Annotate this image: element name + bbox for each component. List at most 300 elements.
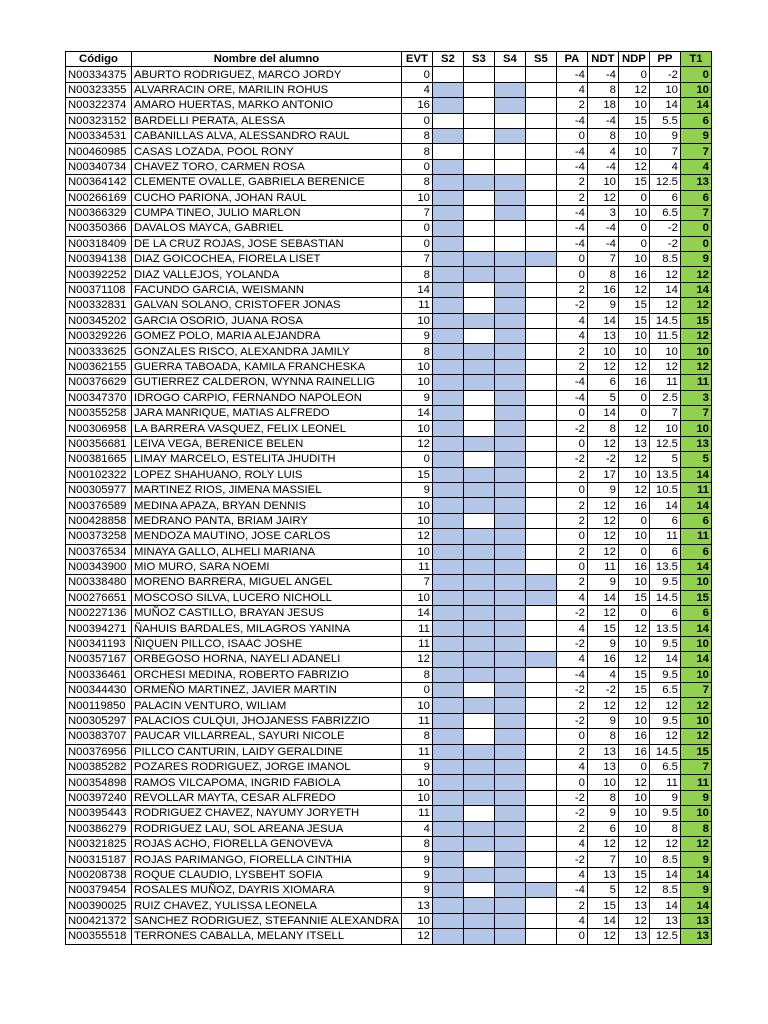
cell-pa[interactable]: 2 (556, 344, 587, 359)
cell-s2[interactable] (432, 559, 463, 574)
cell-pa[interactable]: 2 (556, 175, 587, 190)
cell-codigo[interactable]: N00344430 (66, 683, 132, 698)
cell-s3[interactable] (463, 98, 494, 113)
cell-nombre[interactable]: MENDOZA MAUTINO, JOSE CARLOS (132, 529, 402, 544)
cell-pa[interactable]: -2 (556, 298, 587, 313)
cell-nombre[interactable]: GUERRA TABOADA, KAMILA FRANCHESKA (132, 359, 402, 374)
cell-s3[interactable] (463, 606, 494, 621)
cell-s3[interactable] (463, 298, 494, 313)
header-evt[interactable]: EVT (401, 52, 432, 67)
cell-s5[interactable] (525, 667, 556, 682)
cell-s4[interactable] (494, 898, 525, 913)
cell-nombre[interactable]: MINAYA GALLO, ALHELI MARIANA (132, 544, 402, 559)
cell-ndp[interactable]: 16 (618, 559, 649, 574)
cell-s3[interactable] (463, 929, 494, 944)
cell-ndt[interactable]: 4 (587, 667, 618, 682)
cell-codigo[interactable]: N00305977 (66, 482, 132, 497)
cell-pp[interactable]: 9 (649, 128, 680, 143)
cell-t1[interactable]: 6 (680, 513, 711, 528)
cell-s2[interactable] (432, 713, 463, 728)
cell-pp[interactable]: 14 (649, 652, 680, 667)
cell-s2[interactable] (432, 913, 463, 928)
cell-ndp[interactable]: 16 (618, 267, 649, 282)
cell-s2[interactable] (432, 759, 463, 774)
cell-pa[interactable]: 2 (556, 698, 587, 713)
cell-s3[interactable] (463, 836, 494, 851)
cell-s4[interactable] (494, 421, 525, 436)
cell-s4[interactable] (494, 852, 525, 867)
cell-codigo[interactable]: N00208738 (66, 867, 132, 882)
cell-codigo[interactable]: N00376629 (66, 375, 132, 390)
cell-pa[interactable]: -2 (556, 713, 587, 728)
cell-s3[interactable] (463, 559, 494, 574)
cell-codigo[interactable]: N00376589 (66, 498, 132, 513)
cell-codigo[interactable]: N00385282 (66, 759, 132, 774)
cell-ndp[interactable]: 16 (618, 375, 649, 390)
cell-evt[interactable]: 10 (401, 775, 432, 790)
cell-pa[interactable]: 4 (556, 759, 587, 774)
cell-ndt[interactable]: 9 (587, 806, 618, 821)
cell-pp[interactable]: 14 (649, 498, 680, 513)
cell-s5[interactable] (525, 559, 556, 574)
cell-s4[interactable] (494, 482, 525, 497)
cell-codigo[interactable]: N00347370 (66, 390, 132, 405)
cell-t1[interactable]: 6 (680, 544, 711, 559)
cell-ndp[interactable]: 12 (618, 159, 649, 174)
cell-t1[interactable]: 9 (680, 128, 711, 143)
cell-pp[interactable]: 11 (649, 775, 680, 790)
cell-s2[interactable] (432, 606, 463, 621)
cell-s5[interactable] (525, 913, 556, 928)
cell-s2[interactable] (432, 775, 463, 790)
cell-codigo[interactable]: N00421372 (66, 913, 132, 928)
cell-pp[interactable]: 14 (649, 282, 680, 297)
cell-pp[interactable]: 8 (649, 821, 680, 836)
cell-s5[interactable] (525, 82, 556, 97)
cell-s2[interactable] (432, 667, 463, 682)
cell-ndp[interactable]: 12 (618, 698, 649, 713)
cell-pp[interactable]: 13.5 (649, 467, 680, 482)
cell-t1[interactable]: 7 (680, 759, 711, 774)
cell-s5[interactable] (525, 128, 556, 143)
cell-s2[interactable] (432, 375, 463, 390)
cell-ndt[interactable]: -4 (587, 221, 618, 236)
cell-t1[interactable]: 13 (680, 929, 711, 944)
cell-t1[interactable]: 13 (680, 913, 711, 928)
cell-s4[interactable] (494, 282, 525, 297)
cell-nombre[interactable]: LA BARRERA VASQUEZ, FELIX LEONEL (132, 421, 402, 436)
cell-pp[interactable]: 12 (649, 267, 680, 282)
cell-t1[interactable]: 10 (680, 82, 711, 97)
cell-pp[interactable]: 5.5 (649, 113, 680, 128)
cell-codigo[interactable]: N00350366 (66, 221, 132, 236)
cell-ndt[interactable]: 10 (587, 344, 618, 359)
cell-pp[interactable]: 10 (649, 344, 680, 359)
cell-codigo[interactable]: N00323152 (66, 113, 132, 128)
cell-pp[interactable]: 6 (649, 606, 680, 621)
header-s3[interactable]: S3 (463, 52, 494, 67)
cell-ndp[interactable]: 10 (618, 806, 649, 821)
cell-ndt[interactable]: -2 (587, 683, 618, 698)
cell-pp[interactable]: 10 (649, 421, 680, 436)
cell-evt[interactable]: 9 (401, 852, 432, 867)
cell-ndt[interactable]: 14 (587, 913, 618, 928)
cell-nombre[interactable]: DE LA CRUZ ROJAS, JOSE SEBASTIAN (132, 236, 402, 251)
cell-ndt[interactable]: 12 (587, 436, 618, 451)
cell-s4[interactable] (494, 806, 525, 821)
cell-ndp[interactable]: 12 (618, 883, 649, 898)
cell-s3[interactable] (463, 190, 494, 205)
cell-pa[interactable]: -4 (556, 205, 587, 220)
cell-pp[interactable]: 11.5 (649, 329, 680, 344)
cell-s4[interactable] (494, 452, 525, 467)
cell-ndp[interactable]: 10 (618, 329, 649, 344)
cell-s2[interactable] (432, 329, 463, 344)
cell-s2[interactable] (432, 452, 463, 467)
cell-ndt[interactable]: 12 (587, 929, 618, 944)
cell-s3[interactable] (463, 144, 494, 159)
cell-codigo[interactable]: N00334375 (66, 67, 132, 82)
cell-s2[interactable] (432, 867, 463, 882)
cell-s3[interactable] (463, 421, 494, 436)
cell-ndt[interactable]: 7 (587, 852, 618, 867)
cell-nombre[interactable]: MORENO BARRERA, MIGUEL ANGEL (132, 575, 402, 590)
cell-s3[interactable] (463, 252, 494, 267)
cell-codigo[interactable]: N00102322 (66, 467, 132, 482)
header-pp[interactable]: PP (649, 52, 680, 67)
cell-codigo[interactable]: N00383707 (66, 729, 132, 744)
cell-pp[interactable]: 12.5 (649, 929, 680, 944)
cell-s4[interactable] (494, 559, 525, 574)
cell-s5[interactable] (525, 544, 556, 559)
cell-s3[interactable] (463, 590, 494, 605)
cell-s4[interactable] (494, 698, 525, 713)
cell-s5[interactable] (525, 344, 556, 359)
cell-evt[interactable]: 0 (401, 452, 432, 467)
cell-s2[interactable] (432, 359, 463, 374)
cell-s3[interactable] (463, 82, 494, 97)
cell-nombre[interactable]: PALACIOS CULQUI, JHOJANESS FABRIZZIO (132, 713, 402, 728)
cell-t1[interactable]: 12 (680, 698, 711, 713)
cell-pp[interactable]: 12 (649, 359, 680, 374)
cell-s2[interactable] (432, 698, 463, 713)
cell-ndp[interactable]: 12 (618, 652, 649, 667)
cell-ndt[interactable]: 12 (587, 359, 618, 374)
cell-pp[interactable]: 2.5 (649, 390, 680, 405)
cell-t1[interactable]: 12 (680, 729, 711, 744)
header-s5[interactable]: S5 (525, 52, 556, 67)
cell-pp[interactable]: 12 (649, 298, 680, 313)
cell-nombre[interactable]: FACUNDO GARCIA, WEISMANN (132, 282, 402, 297)
cell-ndp[interactable]: 15 (618, 298, 649, 313)
cell-evt[interactable]: 10 (401, 313, 432, 328)
cell-t1[interactable]: 10 (680, 713, 711, 728)
cell-s5[interactable] (525, 67, 556, 82)
cell-pa[interactable]: -4 (556, 667, 587, 682)
cell-s4[interactable] (494, 590, 525, 605)
cell-pp[interactable]: 10 (649, 82, 680, 97)
cell-evt[interactable]: 9 (401, 883, 432, 898)
cell-pp[interactable]: 12 (649, 836, 680, 851)
cell-ndp[interactable]: 10 (618, 636, 649, 651)
cell-pp[interactable]: 9.5 (649, 636, 680, 651)
cell-s5[interactable] (525, 113, 556, 128)
cell-s2[interactable] (432, 652, 463, 667)
cell-nombre[interactable]: RAMOS VILCAPOMA, INGRID FABIOLA (132, 775, 402, 790)
cell-codigo[interactable]: N00306958 (66, 421, 132, 436)
cell-pp[interactable]: -2 (649, 221, 680, 236)
cell-nombre[interactable]: PALACIN VENTURO, WILIAM (132, 698, 402, 713)
cell-pa[interactable]: 2 (556, 513, 587, 528)
cell-s2[interactable] (432, 390, 463, 405)
cell-s2[interactable] (432, 405, 463, 420)
cell-s3[interactable] (463, 713, 494, 728)
cell-ndp[interactable]: 13 (618, 436, 649, 451)
cell-t1[interactable]: 14 (680, 282, 711, 297)
cell-s4[interactable] (494, 621, 525, 636)
cell-nombre[interactable]: MEDRANO PANTA, BRIAM JAIRY (132, 513, 402, 528)
cell-evt[interactable]: 8 (401, 667, 432, 682)
cell-pa[interactable]: 2 (556, 190, 587, 205)
cell-ndp[interactable]: 10 (618, 205, 649, 220)
cell-ndp[interactable]: 15 (618, 313, 649, 328)
cell-evt[interactable]: 10 (401, 359, 432, 374)
cell-codigo[interactable]: N00376534 (66, 544, 132, 559)
cell-evt[interactable]: 14 (401, 606, 432, 621)
cell-s3[interactable] (463, 913, 494, 928)
cell-pa[interactable]: -4 (556, 159, 587, 174)
cell-ndp[interactable]: 10 (618, 821, 649, 836)
cell-s3[interactable] (463, 575, 494, 590)
cell-nombre[interactable]: TERRONES CABALLA, MELANY ITSELL (132, 929, 402, 944)
cell-evt[interactable]: 0 (401, 67, 432, 82)
cell-nombre[interactable]: IDROGO CARPIO, FERNANDO NAPOLEON (132, 390, 402, 405)
cell-pp[interactable]: 14 (649, 867, 680, 882)
cell-nombre[interactable]: CUMPA TINEO, JULIO MARLON (132, 205, 402, 220)
cell-ndp[interactable]: 10 (618, 467, 649, 482)
cell-t1[interactable]: 13 (680, 436, 711, 451)
cell-t1[interactable]: 12 (680, 267, 711, 282)
cell-nombre[interactable]: RODRIGUEZ CHAVEZ, NAYUMY JORYETH (132, 806, 402, 821)
cell-t1[interactable]: 0 (680, 67, 711, 82)
cell-nombre[interactable]: SANCHEZ RODRIGUEZ, STEFANNIE ALEXANDRA (132, 913, 402, 928)
cell-s2[interactable] (432, 929, 463, 944)
cell-t1[interactable]: 11 (680, 529, 711, 544)
cell-pp[interactable]: 4 (649, 159, 680, 174)
header-ndt[interactable]: NDT (587, 52, 618, 67)
cell-s2[interactable] (432, 267, 463, 282)
cell-s5[interactable] (525, 621, 556, 636)
cell-s2[interactable] (432, 98, 463, 113)
cell-codigo[interactable]: N00334531 (66, 128, 132, 143)
cell-codigo[interactable]: N00355258 (66, 405, 132, 420)
cell-ndt[interactable]: 6 (587, 821, 618, 836)
cell-pa[interactable]: 0 (556, 405, 587, 420)
cell-ndt[interactable]: 13 (587, 744, 618, 759)
cell-s2[interactable] (432, 821, 463, 836)
cell-s2[interactable] (432, 482, 463, 497)
cell-ndp[interactable]: 10 (618, 344, 649, 359)
cell-pa[interactable]: -2 (556, 806, 587, 821)
cell-nombre[interactable]: REVOLLAR MAYTA, CESAR ALFREDO (132, 790, 402, 805)
cell-t1[interactable]: 8 (680, 821, 711, 836)
cell-s3[interactable] (463, 667, 494, 682)
cell-ndp[interactable]: 15 (618, 175, 649, 190)
cell-ndp[interactable]: 10 (618, 529, 649, 544)
cell-ndt[interactable]: 9 (587, 636, 618, 651)
cell-s4[interactable] (494, 821, 525, 836)
cell-s2[interactable] (432, 236, 463, 251)
cell-nombre[interactable]: ALVARRACIN ORE, MARILIN ROHUS (132, 82, 402, 97)
cell-t1[interactable]: 14 (680, 98, 711, 113)
cell-t1[interactable]: 9 (680, 790, 711, 805)
cell-ndp[interactable]: 10 (618, 852, 649, 867)
cell-ndp[interactable]: 10 (618, 713, 649, 728)
cell-codigo[interactable]: N00332831 (66, 298, 132, 313)
cell-codigo[interactable]: N00379454 (66, 883, 132, 898)
cell-pa[interactable]: 4 (556, 329, 587, 344)
cell-s5[interactable] (525, 729, 556, 744)
cell-evt[interactable]: 10 (401, 790, 432, 805)
cell-pp[interactable]: 8.5 (649, 883, 680, 898)
cell-pp[interactable]: 9.5 (649, 667, 680, 682)
cell-pa[interactable]: 2 (556, 898, 587, 913)
cell-ndt[interactable]: 8 (587, 790, 618, 805)
cell-t1[interactable]: 10 (680, 344, 711, 359)
cell-codigo[interactable]: N00395443 (66, 806, 132, 821)
cell-codigo[interactable]: N00366329 (66, 205, 132, 220)
cell-ndp[interactable]: 16 (618, 729, 649, 744)
cell-nombre[interactable]: GUTIERREZ CALDERON, WYNNA RAINELLIG (132, 375, 402, 390)
cell-ndt[interactable]: 13 (587, 759, 618, 774)
cell-nombre[interactable]: DAVALOS MAYCA, GABRIEL (132, 221, 402, 236)
cell-s4[interactable] (494, 667, 525, 682)
cell-s3[interactable] (463, 221, 494, 236)
cell-s5[interactable] (525, 775, 556, 790)
cell-pp[interactable]: 8.5 (649, 852, 680, 867)
cell-pp[interactable]: 6.5 (649, 683, 680, 698)
cell-s5[interactable] (525, 144, 556, 159)
cell-pa[interactable]: 4 (556, 621, 587, 636)
cell-nombre[interactable]: ROJAS ACHO, FIORELLA GENOVEVA (132, 836, 402, 851)
cell-s4[interactable] (494, 436, 525, 451)
cell-nombre[interactable]: MUÑOZ CASTILLO, BRAYAN JESUS (132, 606, 402, 621)
cell-s2[interactable] (432, 544, 463, 559)
cell-ndp[interactable]: 10 (618, 252, 649, 267)
cell-pp[interactable]: 5 (649, 452, 680, 467)
cell-ndt[interactable]: 16 (587, 652, 618, 667)
cell-nombre[interactable]: ROJAS PARIMANGO, FIORELLA CINTHIA (132, 852, 402, 867)
cell-ndt[interactable]: 12 (587, 606, 618, 621)
cell-s4[interactable] (494, 375, 525, 390)
cell-ndt[interactable]: 6 (587, 375, 618, 390)
cell-s3[interactable] (463, 759, 494, 774)
cell-s4[interactable] (494, 329, 525, 344)
cell-evt[interactable]: 10 (401, 421, 432, 436)
cell-pa[interactable]: -4 (556, 113, 587, 128)
cell-evt[interactable]: 9 (401, 759, 432, 774)
cell-pp[interactable]: 8.5 (649, 252, 680, 267)
cell-nombre[interactable]: BARDELLI PERATA, ALESSA (132, 113, 402, 128)
cell-s5[interactable] (525, 221, 556, 236)
cell-evt[interactable]: 8 (401, 175, 432, 190)
cell-evt[interactable]: 10 (401, 513, 432, 528)
cell-t1[interactable]: 15 (680, 590, 711, 605)
cell-s4[interactable] (494, 683, 525, 698)
cell-pa[interactable]: -4 (556, 221, 587, 236)
cell-ndp[interactable]: 12 (618, 452, 649, 467)
cell-s5[interactable] (525, 390, 556, 405)
cell-s3[interactable] (463, 821, 494, 836)
cell-s4[interactable] (494, 929, 525, 944)
cell-pp[interactable]: 9.5 (649, 713, 680, 728)
cell-codigo[interactable]: N00364142 (66, 175, 132, 190)
cell-codigo[interactable]: N00119850 (66, 698, 132, 713)
cell-s4[interactable] (494, 867, 525, 882)
cell-pp[interactable]: -2 (649, 236, 680, 251)
cell-s5[interactable] (525, 529, 556, 544)
cell-evt[interactable]: 11 (401, 621, 432, 636)
cell-s5[interactable] (525, 867, 556, 882)
cell-s4[interactable] (494, 82, 525, 97)
cell-s5[interactable] (525, 806, 556, 821)
cell-pp[interactable]: 14 (649, 98, 680, 113)
cell-s4[interactable] (494, 128, 525, 143)
header-pa[interactable]: PA (556, 52, 587, 67)
cell-t1[interactable]: 3 (680, 390, 711, 405)
cell-pp[interactable]: 11 (649, 529, 680, 544)
cell-pa[interactable]: 4 (556, 867, 587, 882)
cell-s5[interactable] (525, 98, 556, 113)
cell-evt[interactable]: 10 (401, 498, 432, 513)
cell-s3[interactable] (463, 790, 494, 805)
cell-s2[interactable] (432, 498, 463, 513)
cell-codigo[interactable]: N00315187 (66, 852, 132, 867)
cell-ndp[interactable]: 12 (618, 621, 649, 636)
cell-ndt[interactable]: 3 (587, 205, 618, 220)
cell-s4[interactable] (494, 113, 525, 128)
cell-s4[interactable] (494, 205, 525, 220)
cell-s3[interactable] (463, 436, 494, 451)
cell-nombre[interactable]: CASAS LOZADA, POOL RONY (132, 144, 402, 159)
cell-nombre[interactable]: DIAZ VALLEJOS, YOLANDA (132, 267, 402, 282)
cell-nombre[interactable]: RODRIGUEZ LAU, SOL AREANA JESUA (132, 821, 402, 836)
cell-codigo[interactable]: N00356681 (66, 436, 132, 451)
cell-codigo[interactable]: N00329226 (66, 329, 132, 344)
cell-nombre[interactable]: ÑIQUEN PILLCO, ISAAC JOSHE (132, 636, 402, 651)
cell-pa[interactable]: 0 (556, 267, 587, 282)
cell-pp[interactable]: 11 (649, 375, 680, 390)
cell-ndp[interactable]: 10 (618, 128, 649, 143)
cell-s2[interactable] (432, 683, 463, 698)
cell-s5[interactable] (525, 298, 556, 313)
cell-s2[interactable] (432, 205, 463, 220)
cell-codigo[interactable]: N00321825 (66, 836, 132, 851)
cell-pa[interactable]: 0 (556, 929, 587, 944)
cell-ndt[interactable]: 7 (587, 252, 618, 267)
cell-t1[interactable]: 10 (680, 667, 711, 682)
cell-s3[interactable] (463, 498, 494, 513)
cell-evt[interactable]: 11 (401, 744, 432, 759)
cell-pp[interactable]: 9 (649, 790, 680, 805)
cell-ndp[interactable]: 10 (618, 575, 649, 590)
cell-ndt[interactable]: 14 (587, 313, 618, 328)
cell-s2[interactable] (432, 144, 463, 159)
cell-ndp[interactable]: 16 (618, 744, 649, 759)
cell-s5[interactable] (525, 652, 556, 667)
cell-s5[interactable] (525, 898, 556, 913)
cell-ndp[interactable]: 10 (618, 98, 649, 113)
